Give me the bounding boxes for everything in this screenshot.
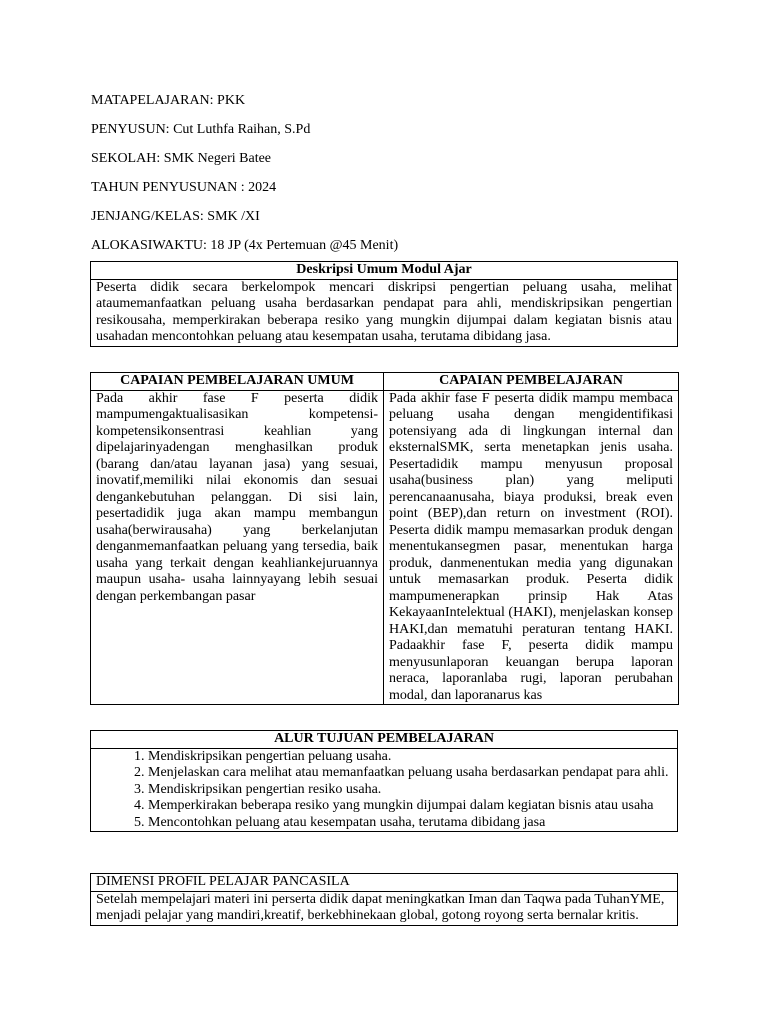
module-description-header: Deskripsi Umum Modul Ajar: [91, 262, 678, 280]
learning-outcomes-table: [90, 372, 679, 705]
author-line: PENYUSUN: Cut Luthfa Raihan, S.Pd: [91, 122, 311, 137]
pancasila-profile-header: DIMENSI PROFIL PELAJAR PANCASILA: [91, 874, 678, 892]
pancasila-profile-text: Setelah mempelajari materi ini perserta didik dapat meningkatkan Iman dan Taqwa pada TuhanYME, menjadi pelajar yang mandiri,kreatif, berkebhinekaan global, gotong royong serta bernalar kritis.: [91, 891, 678, 925]
general-outcomes-text: Pada akhir fase F peserta didik mampumengaktualisasikan kompetensi-kompetensikonsentrasi keahlian yang dipelajarinyadengan menghasilkan produk (barang dan/atau layanan jasa) yang sesuai, inovatif,memiliki nilai ekonomis dan sesuai dengankebutuhan pelanggan. Di sisi lain, pesertadidik juga akan mampu membangun usaha(berwirausaha) yang berkelanjutan denganmemanfaatkan peluang yang tersedia, baik usaha yang terkait dengan keahliankejuruannya maupun usaha- usaha lainnyayang lebih sesuai dengan perkembangan pasar: [91, 390, 384, 705]
outcomes-text: Pada akhir fase F peserta didik mampu membaca peluang usaha dengan mengidentifikasi potensiyang ada di lingkungan internal dan eksternalSMK, serta menetapkan jenis usaha. Pesertadidik mampu menyusun proposal usaha(business plan) yang meliputi perencanaanusaha, biaya produksi, break even point (BEP),dan return on investment (ROI). Peserta didik mampu memasarkan produk dengan menentukansegmen pasar, menentukan harga produk, danmenentukan media yang digunakan untuk memasarkan produk. Peserta didik mampumenerapkan prinsip Hak Atas KekayaanIntelektual (HAKI), menjelaskan konsep HAKI,dan mematuhi peraturan tentang HAKI. Padaakhir fase F, peserta didik mampu menyusunlaporan keuangan berupa laporan neraca, laporanlaba rugi, laporan perubahan modal, dan laporanarus kas: [384, 390, 679, 705]
learning-objectives-list: [96, 749, 672, 831]
list-item: 1. Mendiskripsikan pengertian peluang usaha.: [148, 749, 672, 766]
subject-line: MATAPELAJARAN: PKK: [91, 93, 246, 108]
time-allocation-line: ALOKASIWAKTU: 18 JP (4x Pertemuan @45 Menit): [91, 238, 399, 253]
list-item: 3. Mendiskripsikan pengertian resiko usaha.: [148, 782, 672, 799]
pancasila-profile-table: [90, 873, 678, 926]
document-metadata: [91, 93, 398, 267]
level-line: JENJANG/KELAS: SMK /XI: [91, 209, 260, 224]
school-line: SEKOLAH: SMK Negeri Batee: [91, 151, 272, 166]
list-item: 4. Memperkirakan beberapa resiko yang mungkin dijumpai dalam kegiatan bisnis atau usaha: [148, 798, 672, 815]
learning-objectives-cell: [91, 748, 678, 831]
list-item: 5. Mencontohkan peluang atau kesempatan usaha, terutama dibidang jasa: [148, 815, 672, 832]
list-item: 2. Menjelaskan cara melihat atau memanfaatkan peluang usaha berdasarkan pendapat para ahli.: [148, 765, 672, 782]
outcomes-header: CAPAIAN PEMBELAJARAN: [384, 373, 679, 391]
learning-objectives-header: ALUR TUJUAN PEMBELAJARAN: [91, 731, 678, 749]
module-description-table: [90, 261, 678, 347]
module-description-text: Peserta didik secara berkelompok mencari diskripsi pengertian peluang usaha, melihat ataumemanfaatkan peluang usaha berdasarkan pendapat para ahli, mendiskripsikan pengertian resikousaha, memperkirakan beberapa resiko yang mungkin dijumpai dalam kegiatan bisnis atau usahadan mencontohkan peluang atau kesempatan usaha, terutama dibidang jasa.: [91, 279, 678, 346]
general-outcomes-header: CAPAIAN PEMBELAJARAN UMUM: [91, 373, 384, 391]
learning-objectives-table: [90, 730, 678, 832]
year-line: TAHUN PENYUSUNAN : 2024: [91, 180, 277, 195]
